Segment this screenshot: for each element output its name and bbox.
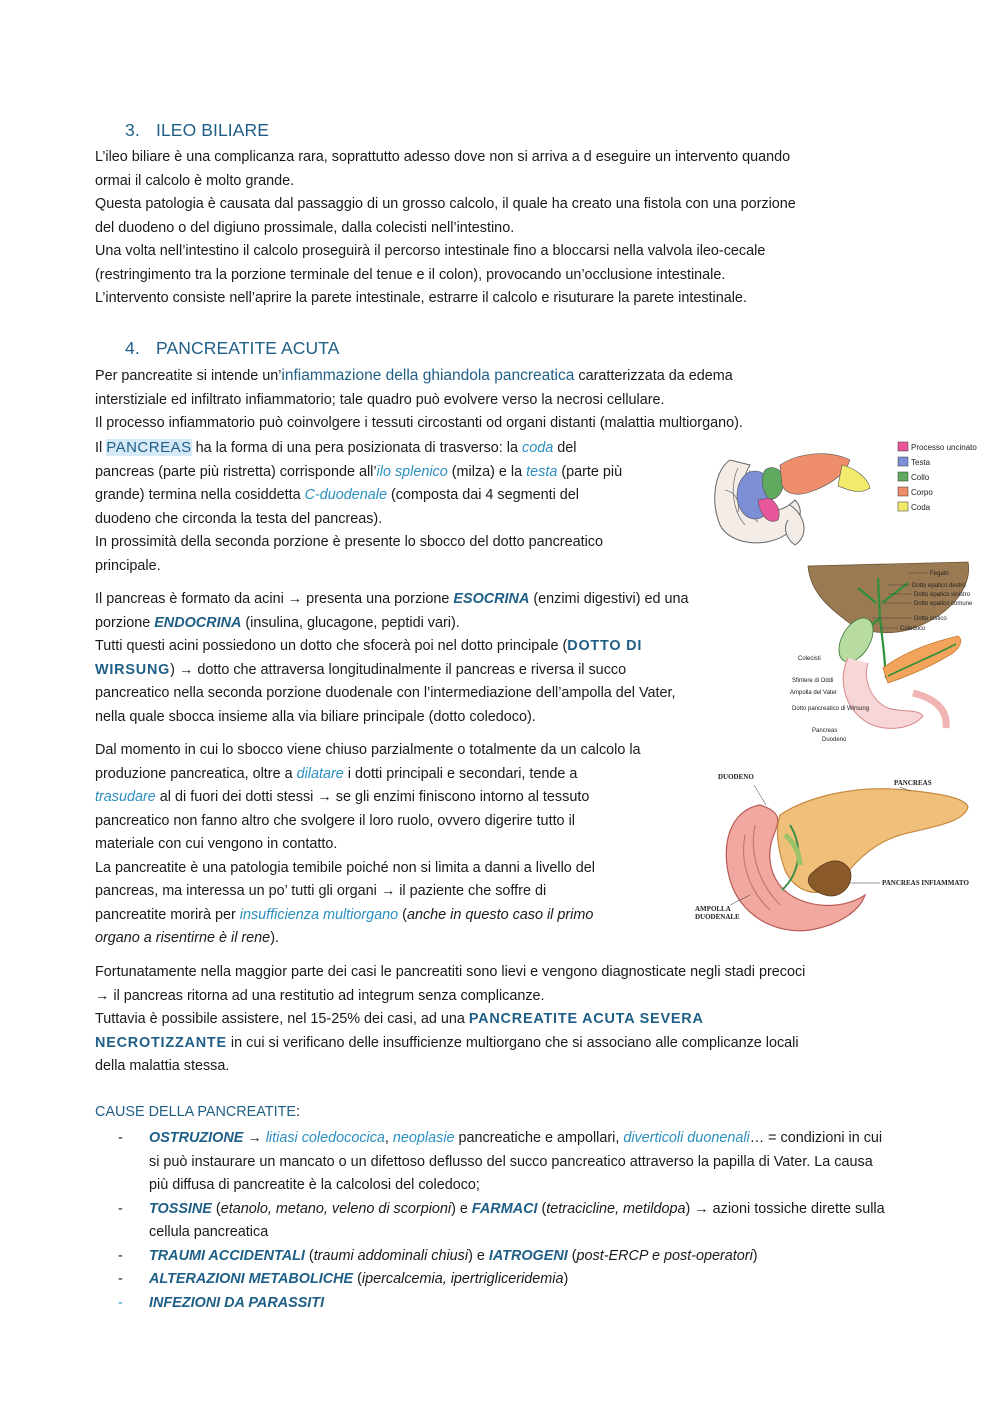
figure-label: Dotto pancreatico di Wirsung (792, 706, 870, 712)
text-line: pancreas, ma interessa un po’ tutti gli organi → il paziente che soffre di (95, 883, 547, 899)
figure-label: DUODENO (718, 773, 754, 781)
figure-label: Colecisti (798, 656, 821, 662)
text-line: Tuttavia è possibile assistere, nel 15-25% dei casi, ad una PANCREATITE ACUTA SEVERA (95, 1011, 704, 1027)
text-line: pancreatico nella seconda porzione duodenale con l’intermediazione dell’ampolla del Vater, (95, 685, 676, 701)
text-line: pancreatite morirà per insufficienza multiorgano (anche in questo caso il primo (95, 906, 594, 923)
text-line: pancreatico non fanno altro che svolgere il loro ruolo, ovvero digerire tutto il (95, 812, 575, 829)
figure-label: PANCREAS (894, 779, 932, 787)
legend-label: Testa (911, 458, 931, 467)
text-line: In prossimità della seconda porzione è presente lo sbocco del dotto pancreatico (95, 534, 603, 550)
text-line: del duodeno o del digiuno prossimale, dalla colecisti nell’intestino. (95, 219, 515, 236)
text-line: ormai il calcolo è molto grande. (95, 172, 295, 189)
figure-label: Duodeno (822, 737, 847, 743)
highlighted-pancreas: PANCREAS (106, 439, 192, 456)
legend-label: Processo uncinato (911, 443, 977, 452)
text-line: Per pancreatite si intende un’infiammazione della ghiandola pancreatica caratterizzata da edema (95, 367, 733, 384)
legend-label: Corpo (911, 488, 933, 497)
text-line: Tutti questi acini possiedono un dotto che sfocerà poi nel dotto principale (DOTTO DI (95, 638, 643, 654)
paragraph-definition (95, 364, 743, 436)
text-line: WIRSUNG) → dotto che attraversa longitudinalmente il pancreas e riversa il succo (95, 661, 627, 678)
text-line: → il pancreas ritorna ad una restitutio ad integrum senza complicanze. (95, 987, 545, 1004)
biliary-tree-illustration (788, 558, 984, 744)
section-heading-pancreatite-acuta: 4. PANCREATITE ACUTA (125, 338, 340, 358)
paragraph-exocrine-endocrine (95, 588, 689, 729)
figure-label: DUODENALE (695, 913, 740, 921)
causes-heading: CAUSE DELLA PANCREATITE: (95, 1104, 300, 1120)
text-line: Fortunatamente nella maggior parte dei casi le pancreatiti sono lievi e vengono diagnosticate negli stadi precoci (95, 964, 806, 980)
text-line: interstiziale ed infiltrato infiammatorio; tale quadro può evolvere verso la necrosi cellulare. (95, 391, 665, 408)
figure-label: Dotto epatico destro (912, 583, 966, 589)
figure-label: Ampolla del Vater (790, 690, 837, 696)
pancreas-regions-figure (710, 440, 990, 550)
text-line: Il pancreas è formato da acini → presenta una porzione ESOCRINA (enzimi digestivi) ed una (95, 591, 689, 607)
paragraph-obstruction (95, 739, 641, 951)
paragraph-severity (95, 961, 805, 1079)
text-line: produzione pancreatica, oltre a dilatare i dotti principali e secondari, tende a (95, 765, 578, 782)
legend-label: Coda (911, 503, 931, 512)
text-line: nella quale sbocca insieme alla via biliare principale (dotto coledoco). (95, 708, 536, 725)
text-line: grande) termina nella cosiddetta C-duodenale (composta dai 4 segmenti del (95, 487, 579, 503)
text-line: Il processo infiammatorio può coinvolgere i tessuti circostanti od organi distanti (malattia multiorgano). (95, 415, 743, 431)
text-line: La pancreatite è una patologia temibile poiché non si limita a danni a livello del (95, 859, 595, 876)
causes-list (95, 1127, 895, 1315)
figure-label: Dotto cistico (914, 616, 947, 622)
paragraph-anatomy (95, 436, 622, 578)
text-line: Questa patologia è causata dal passaggio di un grosso calcolo, il quale ha creato una fistola con una porzione (95, 196, 796, 212)
text-line: principale. (95, 557, 161, 574)
figure-label: AMPOLLA (695, 905, 731, 913)
paragraph-ileo-biliare (95, 146, 796, 311)
highlight-term: infiammazione della ghiandola pancreatica (281, 367, 575, 384)
list-item: - OSTRUZIONE → litiasi coledococica, neoplasie pancreatiche e ampollari, diverticoli duonenali… = condizioni in cui si può instaurare un mancato o un difettoso deflusso del succo pancreatico attraverso la papilla di Vater. La causa più diffusa di pancreatite è la calcolosi del coledoco; (118, 1130, 883, 1193)
inflamed-pancreas-figure (690, 765, 975, 945)
text-line: Il PANCREAS ha la forma di una pera posizionata di trasverso: la coda del (95, 439, 577, 456)
list-item: - ALTERAZIONI METABOLICHE (ipercalcemia, ipertrigliceridemia) (118, 1271, 569, 1287)
list-item: - TOSSINE (etanolo, metano, veleno di scorpioni) e FARMACI (tetracicline, metildopa) → azioni tossiche dirette sulla cellula pancreatica (118, 1200, 885, 1240)
figure-label: PANCREAS INFIAMMATO (882, 879, 969, 887)
text-line: porzione ENDOCRINA (insulina, glucagone, peptidi vari). (95, 614, 460, 631)
text-line: duodeno che circonda la testa del pancreas). (95, 510, 383, 527)
figure-label: Coledoco (900, 626, 926, 632)
text-line: materiale con cui vengono in contatto. (95, 836, 338, 852)
text-line: organo a risentirne è il rene). (95, 930, 279, 946)
list-item: - INFEZIONI DA PARASSITI (118, 1294, 325, 1311)
text-line: Una volta nell’intestino il calcolo proseguirà il percorso intestinale fino a bloccarsi nella valvola ileo-cecale (95, 243, 766, 259)
text-line: L’intervento consiste nell’aprire la parete intestinale, estrarre il calcolo e risuturare la parete intestinale. (95, 290, 747, 306)
section-heading-ileo-biliare: 3. ILEO BILIARE (125, 120, 270, 140)
legend-label: Collo (911, 473, 930, 482)
pancreas-regions-illustration (710, 440, 990, 550)
figure-label: Sfintere di Oddi (792, 678, 834, 684)
text-line: L’ileo biliare è una complicanza rara, soprattutto adesso dove non si arriva a d eseguire un intervento quando (95, 149, 791, 165)
list-item: - TRAUMI ACCIDENTALI (traumi addominali chiusi) e IATROGENI (post-ERCP e post-operatori) (118, 1247, 758, 1264)
text-line: della malattia stessa. (95, 1058, 230, 1074)
figure-label: Dotto epatico comune (914, 601, 973, 607)
text-line: pancreas (parte più ristretta) corrisponde all’ilo splenico (milza) e la testa (parte più (95, 463, 623, 480)
text-line: (restringimento tra la porzione terminale del tenue e il colon), provocando un’occlusione intestinale. (95, 266, 726, 283)
text-line: trasudare al di fuori dei dotti stessi → se gli enzimi finiscono intorno al tessuto (95, 789, 590, 805)
text-line: Dal momento in cui lo sbocco viene chiuso parzialmente o totalmente da un calcolo la (95, 742, 641, 758)
figure-label: Dotto epatico sinistro (914, 592, 971, 598)
figure-label: Pancreas (812, 728, 838, 734)
figure-label: Fegato (930, 571, 949, 577)
biliary-tree-figure (788, 558, 984, 744)
text-line: NECROTIZZANTE in cui si verificano delle insufficienze multiorgano che si associano alle complicanze locali (95, 1034, 799, 1051)
inflamed-pancreas-illustration (690, 765, 975, 945)
